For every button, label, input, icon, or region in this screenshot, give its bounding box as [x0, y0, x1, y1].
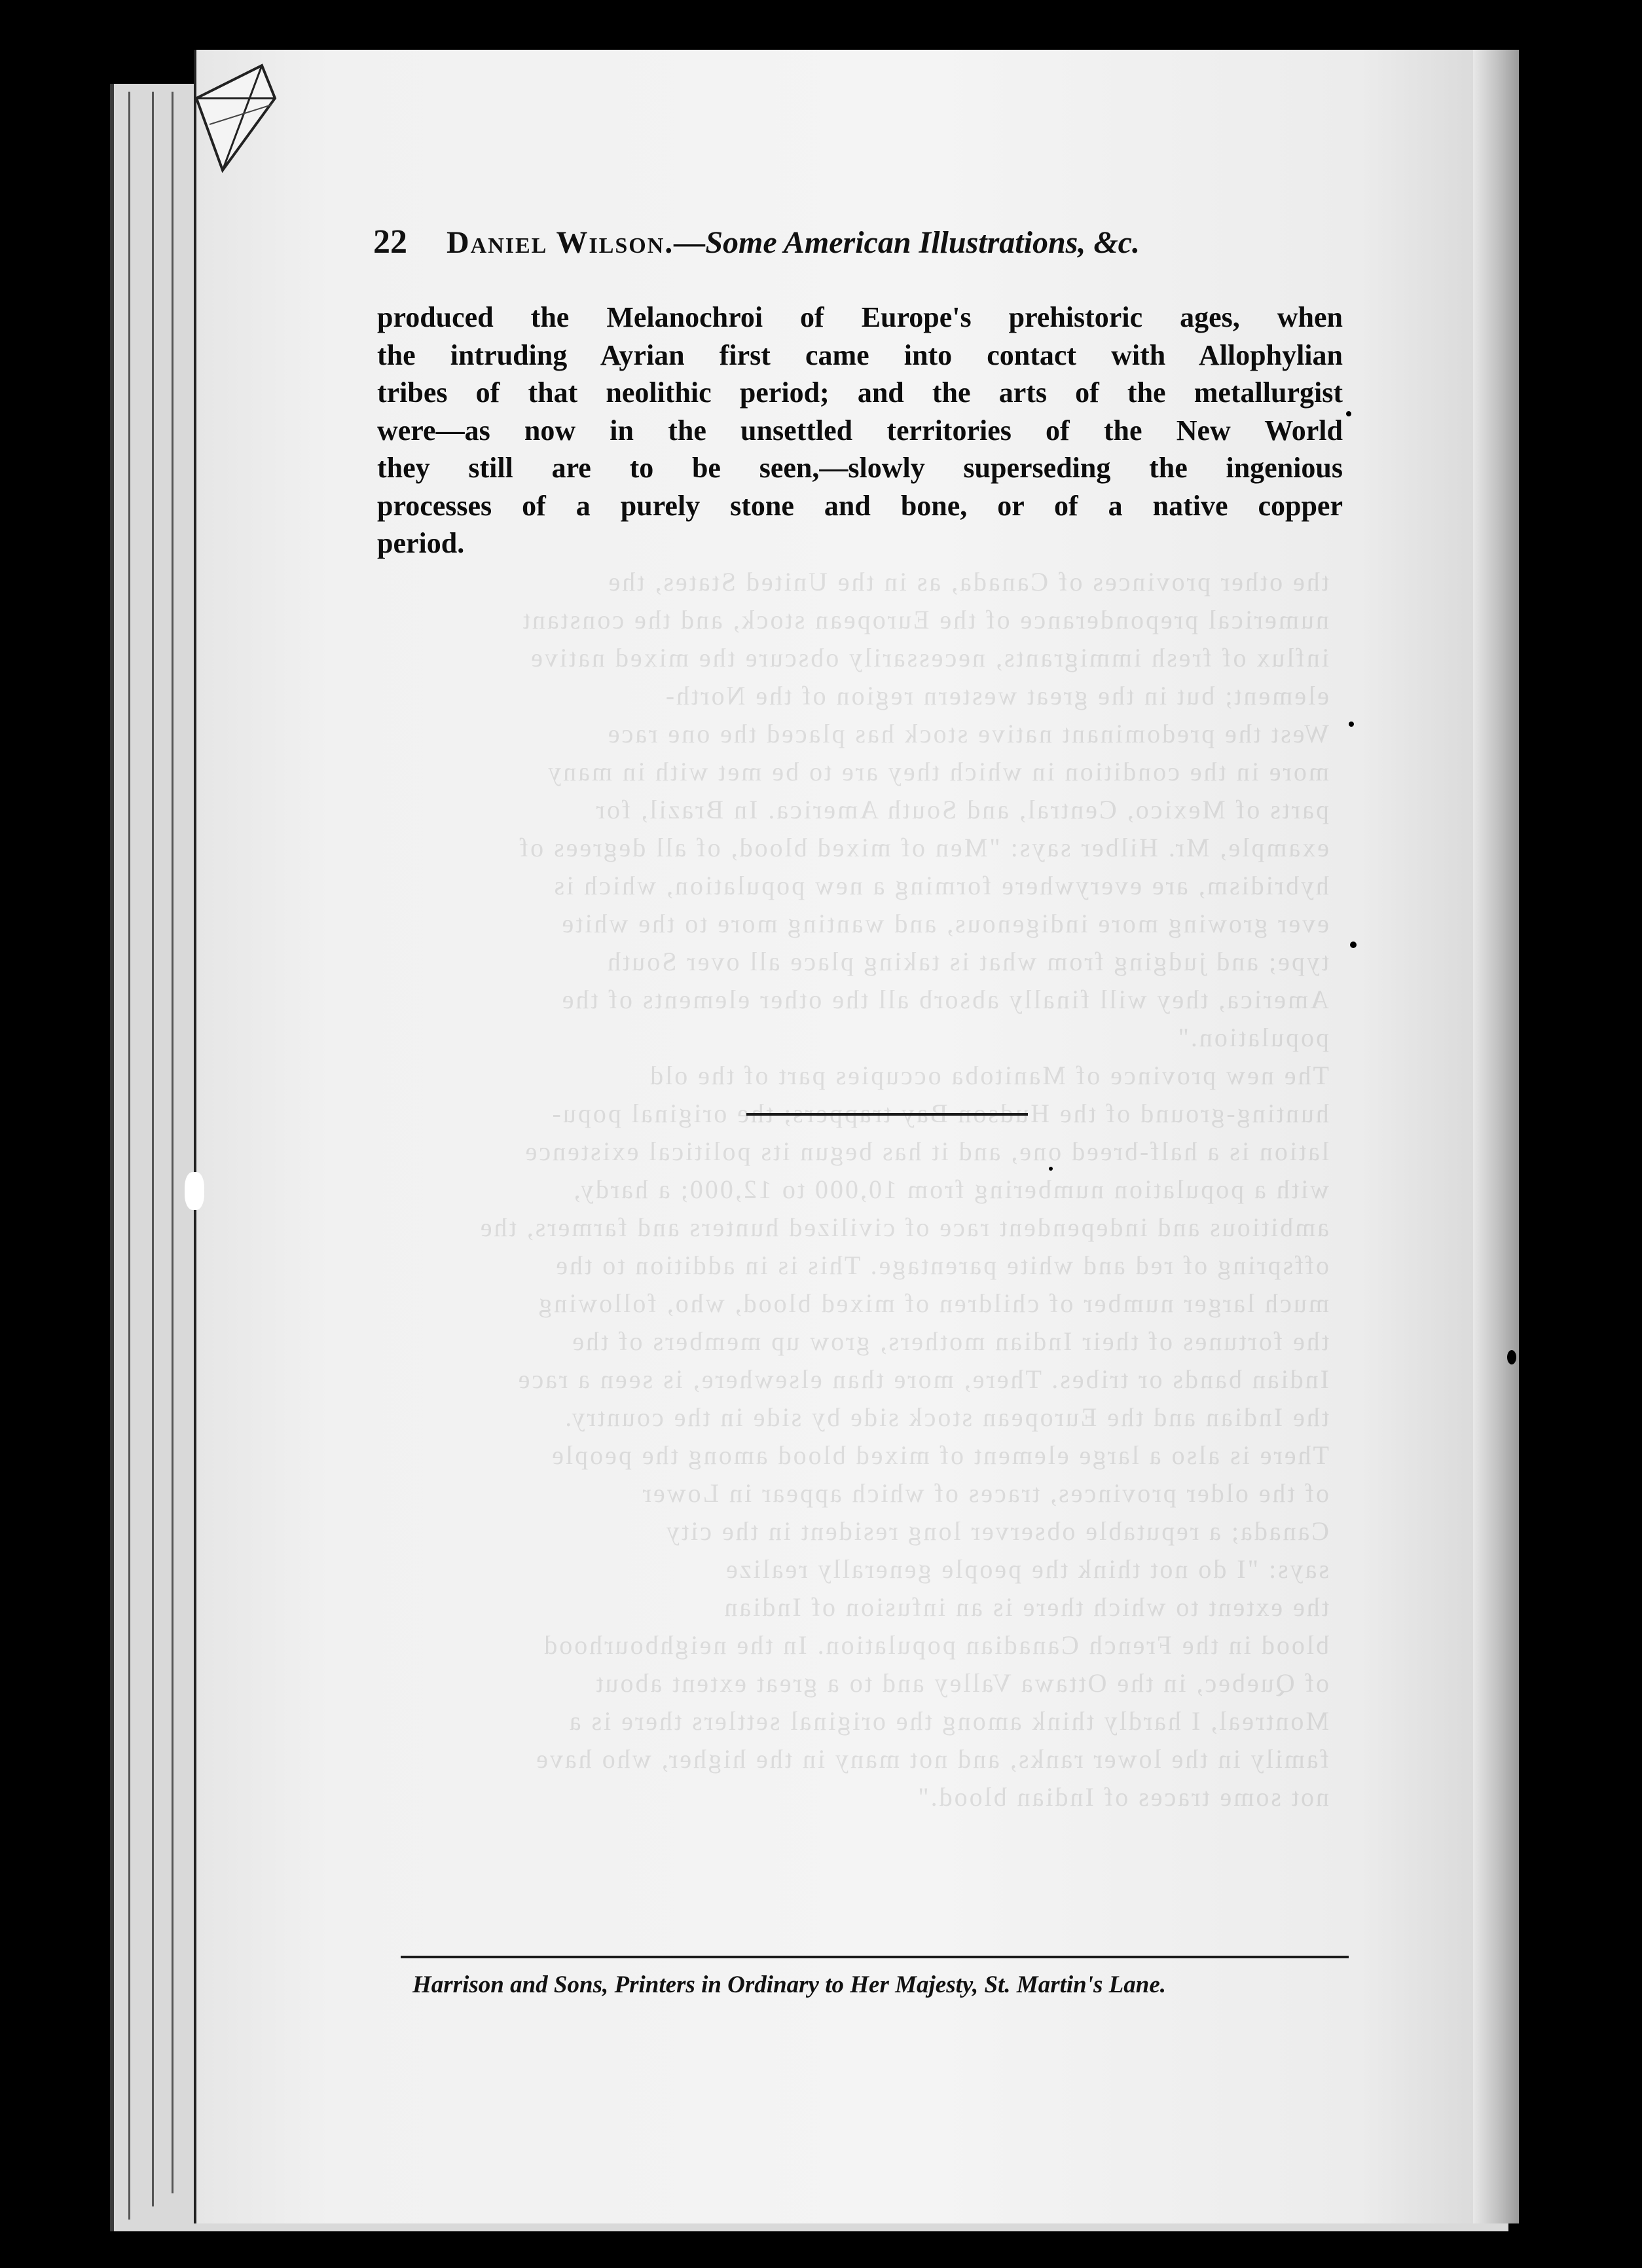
body-line: tribes of that neolithic period; and the arts of the metallurgist — [377, 376, 1343, 409]
stack-edge-line — [152, 92, 154, 2206]
stack-edge-line — [128, 92, 130, 2220]
header-author: Daniel Wilson. — [447, 225, 674, 260]
page-edge-mark — [185, 1172, 204, 1210]
film-speck — [1346, 411, 1351, 416]
printer-imprint: Harrison and Sons, Printers in Ordinary to Her Majesty, St. Martin's Lane. — [412, 1971, 1167, 1998]
page-number: 22 — [373, 223, 407, 261]
body-line: the intruding Ayrian first came into contact with Allophylian — [377, 338, 1343, 371]
section-separator-rule — [746, 1113, 1028, 1116]
stack-edge-line — [172, 92, 173, 2193]
body-line: processes of a purely stone and bone, or of a native copper — [377, 489, 1343, 522]
page-right-edge — [1473, 50, 1519, 2223]
film-speck — [1349, 722, 1354, 727]
body-line: produced the Melanochroi of Europe's prehistoric ages, when — [377, 301, 1343, 333]
body-paragraph — [377, 299, 1343, 562]
film-speck-outer — [55, 1395, 67, 1406]
body-line: period. — [377, 527, 465, 559]
header-running-title: —Some American Illustrations, &c. — [674, 225, 1140, 260]
film-speck — [1049, 1167, 1053, 1171]
body-line: they still are to be seen,—slowly superseding the ingenious — [377, 452, 1343, 484]
folded-corner-mark — [183, 59, 282, 177]
body-line: were—as now in the unsettled territories of the New World — [377, 414, 1343, 447]
running-header — [373, 223, 1303, 261]
film-speck — [1350, 942, 1357, 948]
footer-rule — [401, 1956, 1349, 1958]
film-speck — [1507, 1350, 1516, 1364]
